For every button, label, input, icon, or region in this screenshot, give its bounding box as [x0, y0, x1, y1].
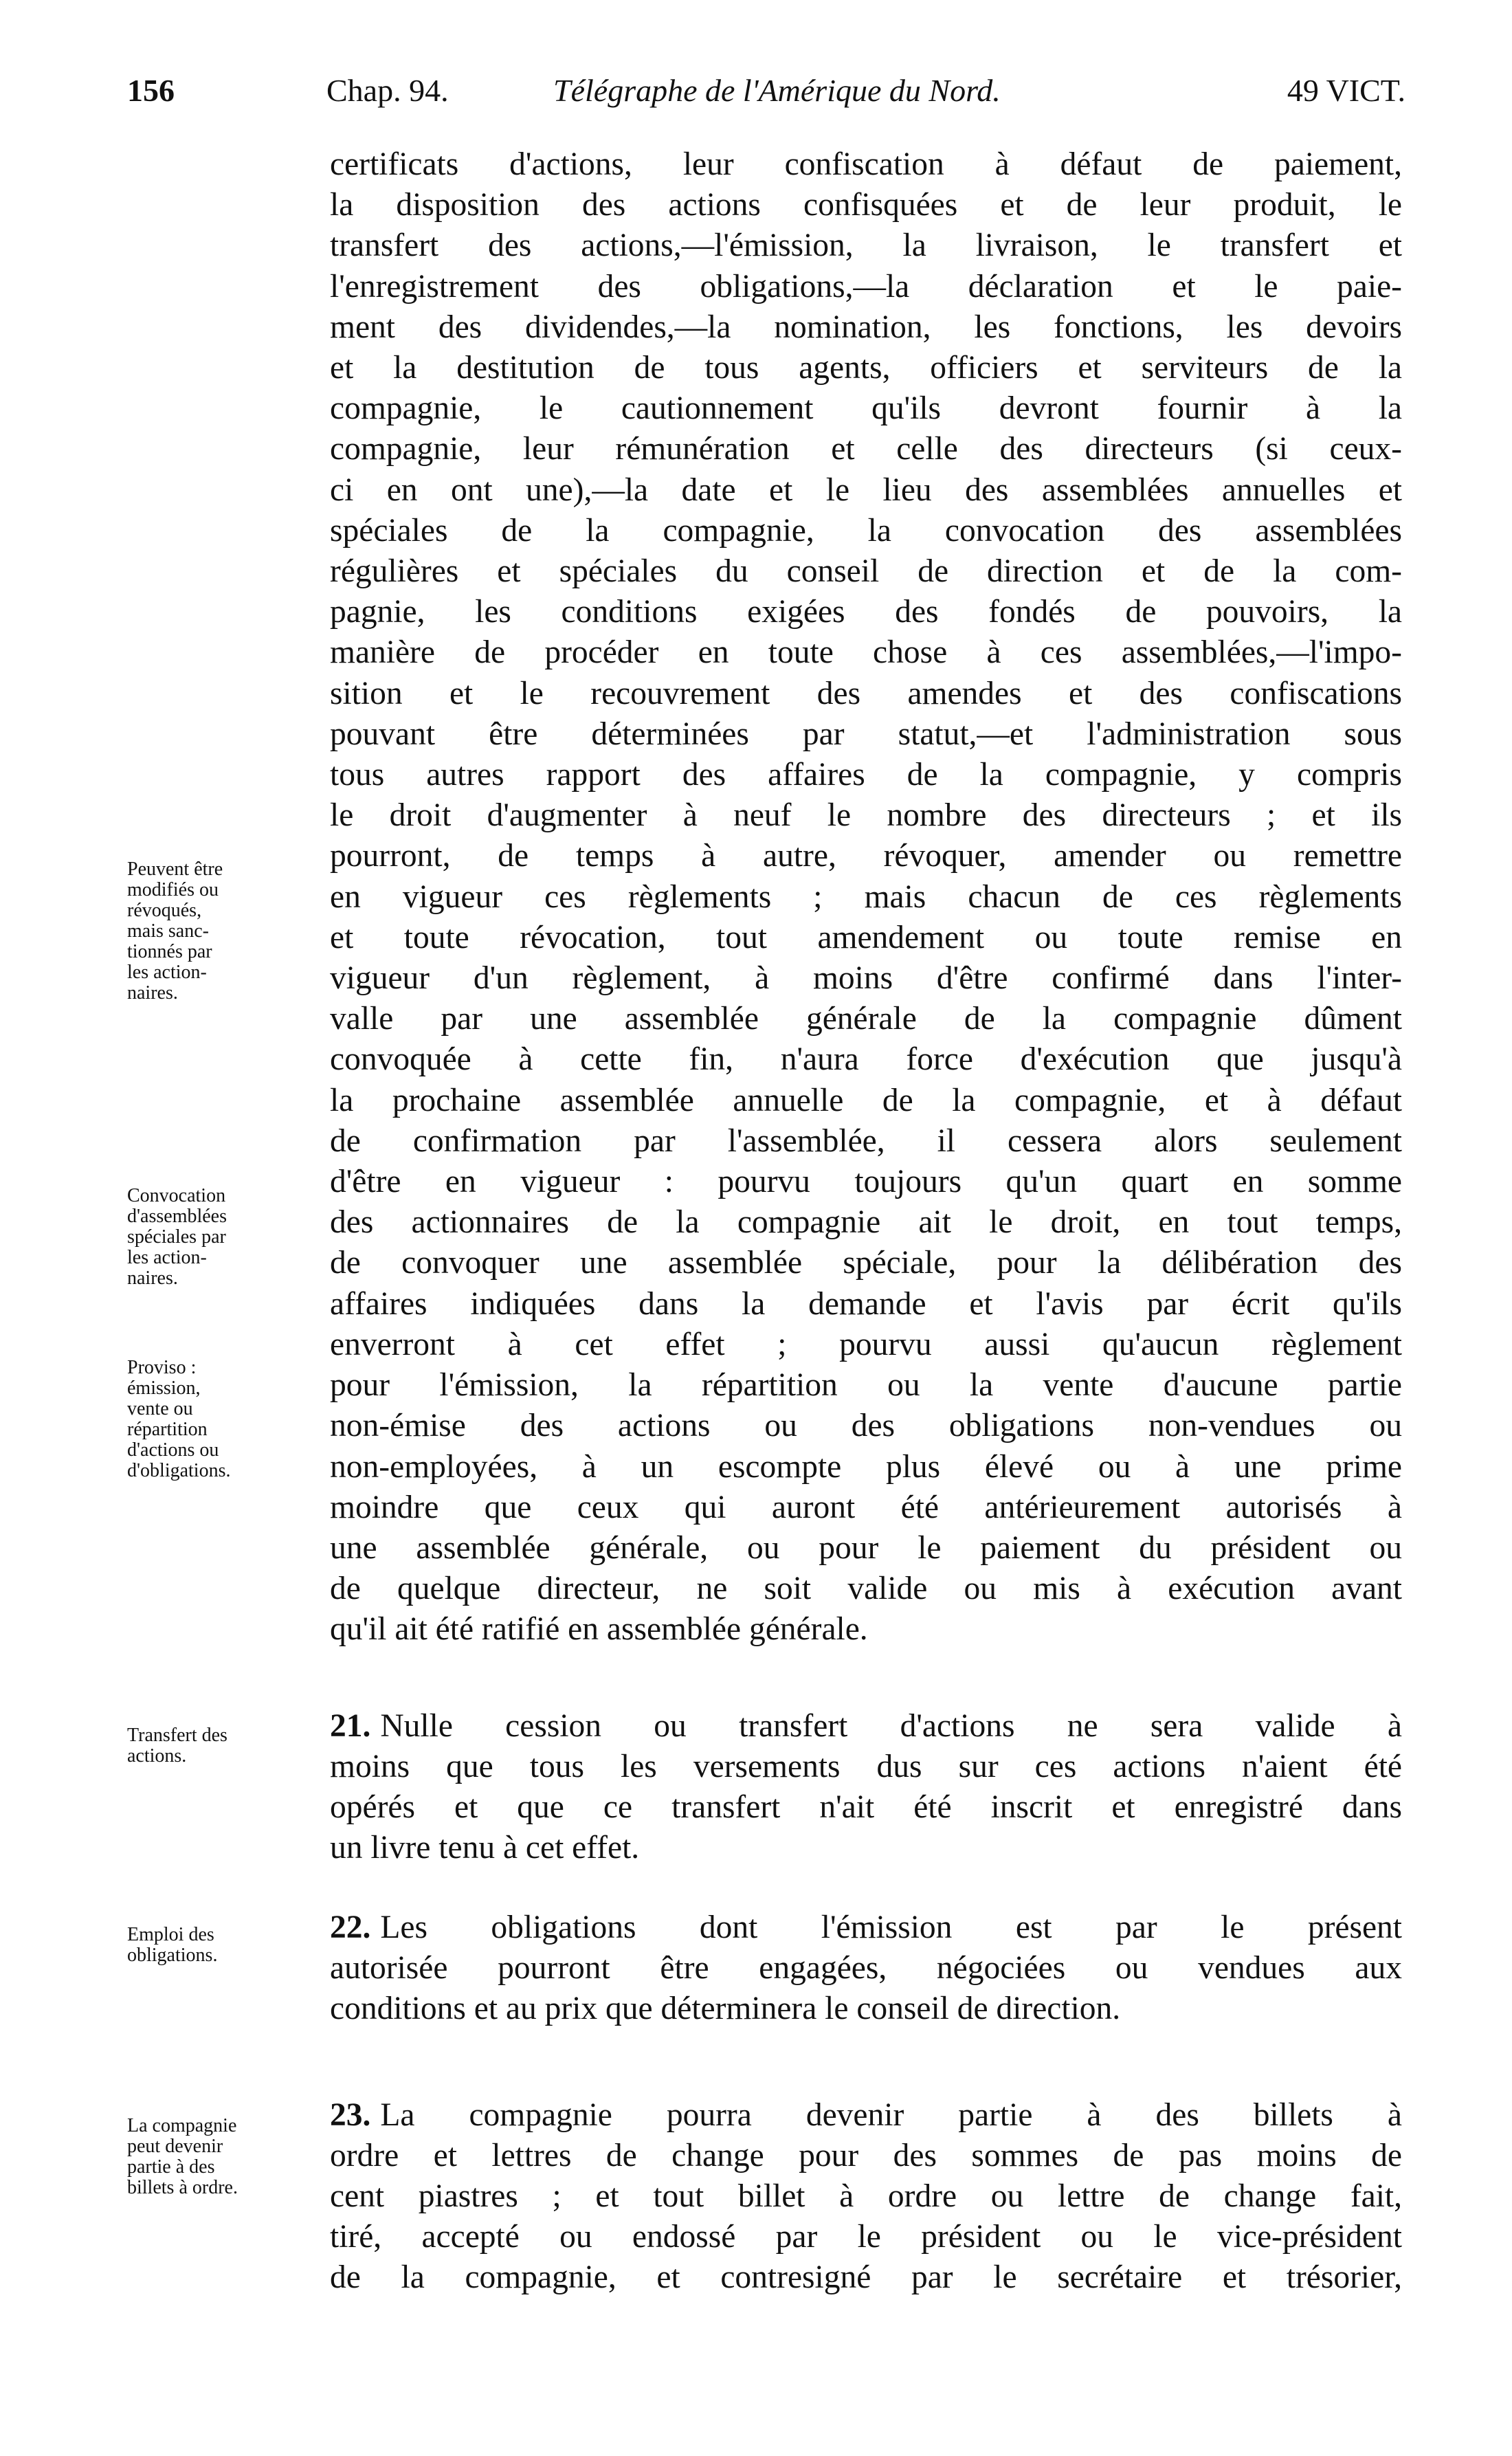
text-line: compagnie, leur rémunération et celle des directeurs (si ceux-: [330, 431, 1402, 467]
margin-note-line: Convocation: [127, 1185, 226, 1206]
section-number: 23.: [330, 2097, 371, 2133]
text-line: régulières et spéciales du conseil de direction et de la com-: [330, 553, 1402, 590]
margin-note-line: Transfert des: [127, 1725, 227, 1746]
margin-note-line: mais sanc-: [127, 920, 209, 942]
text-line: ment des dividendes,—la nomination, les fonctions, les devoirs: [330, 309, 1402, 345]
margin-note-line: naires.: [127, 982, 178, 1004]
text-line: opérés et que ce transfert n'ait été inscrit et enregistré dans: [330, 1789, 1402, 1825]
text-line: tiré, accepté ou endossé par le président ou le vice-président: [330, 2219, 1402, 2255]
text-line: des actionnaires de la compagnie ait le droit, en tout temps,: [330, 1204, 1402, 1241]
margin-note-line: actions.: [127, 1745, 187, 1767]
text-line: ordre et lettres de change pour des sommes de pas moins de: [330, 2138, 1402, 2173]
text-line: non-émise des actions ou des obligations non-vendues ou: [330, 1408, 1402, 1444]
text-line: ci en ont une),—la date et le lieu des assemblées annuelles et: [330, 472, 1402, 508]
text-line: cent piastres ; et tout billet à ordre ou lettre de change fait,: [330, 2178, 1402, 2214]
text-line: autorisée pourront être engagées, négociées ou vendues aux: [330, 1950, 1402, 1986]
section-22: [330, 1907, 1402, 2029]
margin-note-line: modifiés ou: [127, 879, 219, 900]
running-title: Télégraphe de l'Amérique du Nord.: [553, 73, 1001, 108]
text-line: pagnie, les conditions exigées des fondés de pouvoirs, la: [330, 594, 1402, 630]
text-line: tous autres rapport des affaires de la compagnie, y compris: [330, 757, 1402, 793]
section-21: [330, 1706, 1402, 1868]
margin-note-proviso: [127, 1358, 326, 1481]
text-line: une assemblée générale, ou pour le paiement du président ou: [330, 1529, 1402, 1566]
margin-note-transfert: [127, 1725, 326, 1767]
text-line: un livre tenu à cet effet.: [330, 1830, 640, 1866]
margin-note-line: partie à des: [127, 2156, 215, 2178]
margin-note-emploi: [127, 1925, 326, 1966]
margin-note-line: Peuvent être: [127, 859, 223, 880]
section-number: 22.: [330, 1910, 371, 1945]
text-line: valle par une assemblée générale de la compagnie dûment: [330, 1001, 1402, 1037]
margin-note-line: obligations.: [127, 1945, 218, 1966]
margin-note-line: vente ou: [127, 1398, 193, 1419]
margin-note-line: billets à ordre.: [127, 2177, 238, 2198]
margin-note-line: d'obligations.: [127, 1460, 231, 1481]
text-line: manière de procéder en toute chose à ces assemblées,—l'impo-: [330, 634, 1402, 671]
margin-note-line: les action-: [127, 962, 207, 983]
text-line: pouvant être déterminées par statut,—et l'administration sous: [330, 716, 1402, 752]
text-line: affaires indiquées dans la demande et l'avis par écrit qu'ils: [330, 1285, 1402, 1322]
margin-note-line: d'actions ou: [127, 1439, 219, 1461]
margin-note-line: Proviso :: [127, 1357, 197, 1378]
text-line: d'être en vigueur : pourvu toujours qu'un quart en somme: [330, 1164, 1402, 1200]
text-line: Les obligations dont l'émission est par le présent: [380, 1910, 1402, 1945]
text-line: l'enregistrement des obligations,—la déclaration et le paie-: [330, 268, 1402, 305]
text-line: de quelque directeur, ne soit valide ou mis à exécution avant: [330, 1571, 1402, 1607]
text-line: convoquée à cette fin, n'aura force d'exécution que jusqu'à: [330, 1041, 1402, 1078]
margin-note-convocation: [127, 1186, 326, 1289]
margin-note-peuvent: [127, 859, 326, 1004]
text-line: en vigueur ces règlements ; mais chacun de ces règlements: [330, 878, 1402, 915]
text-line: moins que tous les versements dus sur ces actions n'aient été: [330, 1749, 1402, 1784]
text-line: certificats d'actions, leur confiscation à défaut de paiement,: [330, 146, 1402, 182]
section-23: [330, 2095, 1402, 2298]
text-line: la prochaine assemblée annuelle de la compagnie, et à défaut: [330, 1082, 1402, 1118]
text-line: et la destitution de tous agents, officiers et serviteurs de la: [330, 350, 1402, 386]
margin-note-line: répartition: [127, 1419, 208, 1440]
chapter-label: Chap. 94.: [326, 73, 449, 108]
text-line: pourront, de temps à autre, révoquer, amender ou remettre: [330, 838, 1402, 874]
text-line: de confirmation par l'assemblée, il cessera alors seulement: [330, 1122, 1402, 1159]
margin-note-line: tionnés par: [127, 941, 212, 962]
running-header: [127, 63, 1405, 118]
regnal-year: 49 VICT.: [1287, 73, 1405, 108]
text-line: Nulle cession ou transfert d'actions ne sera valide à: [380, 1708, 1402, 1744]
margin-note-line: émission,: [127, 1378, 201, 1399]
margin-note-line: naires.: [127, 1268, 178, 1289]
text-line: le droit d'augmenter à neuf le nombre des directeurs ; et ils: [330, 797, 1402, 834]
text-line: non-employées, à un escompte plus élevé ou à une prime: [330, 1448, 1402, 1485]
text-line: spéciales de la compagnie, la convocation des assemblées: [330, 512, 1402, 549]
text-line: et toute révocation, tout amendement ou toute remise en: [330, 919, 1402, 955]
text-line: enverront à cet effet ; pourvu aussi qu'aucun règlement: [330, 1326, 1402, 1362]
margin-note-line: spéciales par: [127, 1226, 226, 1248]
text-line: transfert des actions,—l'émission, la livraison, le transfert et: [330, 228, 1402, 264]
text-line: de la compagnie, et contresigné par le secrétaire et trésorier,: [330, 2259, 1402, 2295]
margin-note-line: peut devenir: [127, 2136, 223, 2157]
main-paragraph: [330, 144, 1402, 1650]
margin-note-line: révoqués,: [127, 900, 202, 921]
text-line: qu'il ait été ratifié en assemblée générale.: [330, 1611, 868, 1648]
margin-note-line: Emploi des: [127, 1924, 214, 1945]
text-line: moindre que ceux qui auront été antérieurement autorisés à: [330, 1489, 1402, 1525]
margin-note-compagnie: [127, 2116, 326, 2198]
text-line: compagnie, le cautionnement qu'ils devront fournir à la: [330, 390, 1402, 427]
margin-note-line: La compagnie: [127, 2115, 237, 2136]
text-line: pour l'émission, la répartition ou la vente d'aucune partie: [330, 1367, 1402, 1404]
text-line: La compagnie pourra devenir partie à des billets à: [380, 2097, 1402, 2133]
page-number: 156: [127, 73, 175, 108]
margin-note-line: les action-: [127, 1247, 207, 1268]
section-number: 21.: [330, 1708, 371, 1744]
margin-note-line: d'assemblées: [127, 1206, 227, 1227]
text-line: conditions et au prix que déterminera le conseil de direction.: [330, 1991, 1121, 2026]
text-line: de convoquer une assemblée spéciale, pour la délibération des: [330, 1245, 1402, 1281]
text-line: vigueur d'un règlement, à moins d'être confirmé dans l'inter-: [330, 960, 1402, 997]
text-line: sition et le recouvrement des amendes et des confiscations: [330, 675, 1402, 711]
text-line: la disposition des actions confisquées et de leur produit, le: [330, 187, 1402, 223]
